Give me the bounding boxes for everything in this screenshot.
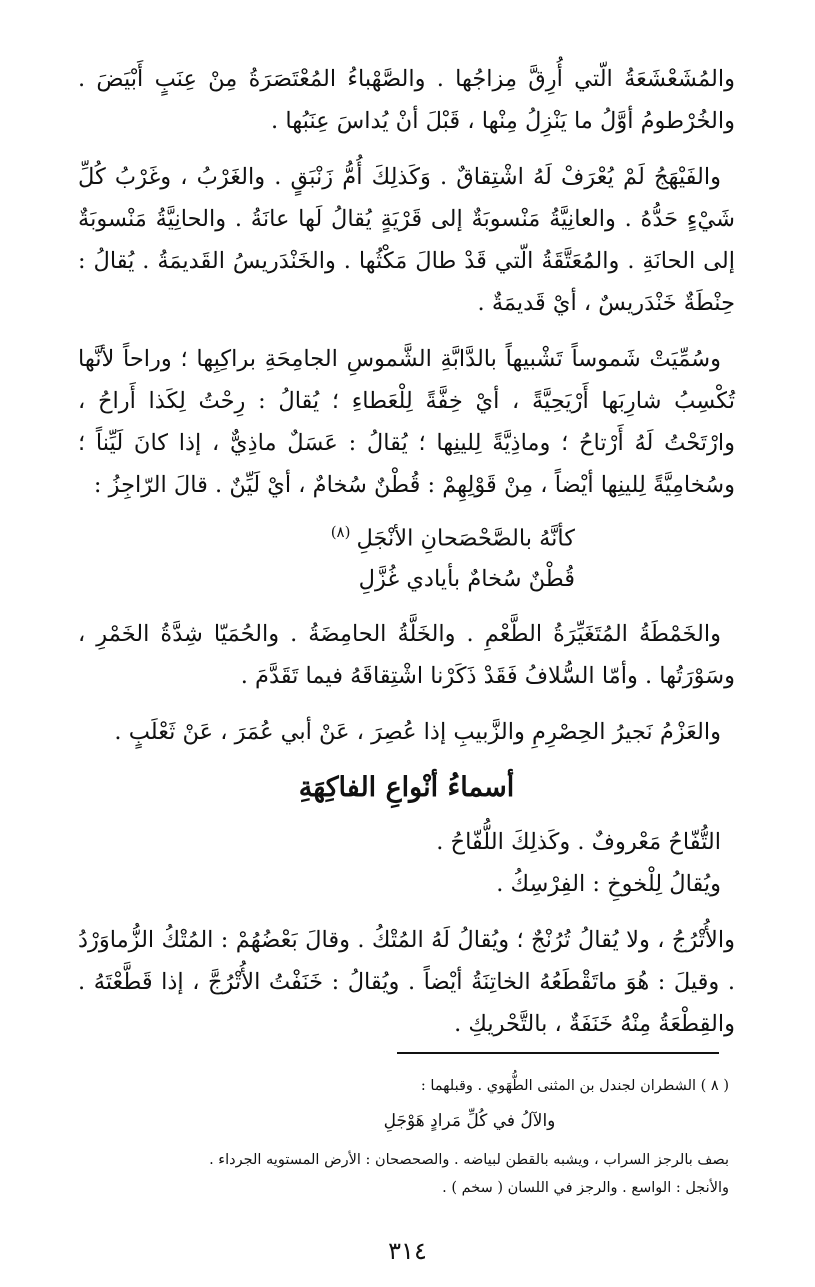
section-heading: أسماءُ أنْواعِ الفاكِهَةِ: [298, 771, 515, 803]
footnote-divider: [397, 1052, 719, 1054]
paragraph: والفَيْهَجُ لَمْ يُعْرَفْ لَهُ اشْتِقاقٌ . وَكَذلِكَ أُمُّ زَنْبَقٍ . والغَرْبُ ، وغَرْبُ كُلِّ شَيْءٍ حَدُّهُ . والعانِيَّةُ مَنْسوبَةٌ إلى قَرْيَةٍ يُقالُ لَها عانَةُ . والحانِيَّةُ مَنْسوبَةٌ إلى الحانَةِ . والمُعَتَّقَةُ الّتي قَدْ طالَ مَكْثُها . والخَنْدَريسُ القَديمَةُ . يُقالُ : حِنْطَةٌ خَنْدَريسٌ ، أيْ قَديمَةٌ .: [78, 164, 735, 316]
footnotes: [90, 1072, 729, 1202]
verse-line: قُطْنٌ سُخامٌ بأيادي غُزَّلِ: [358, 565, 575, 592]
footnote-line: بصف بالرجز السراب ، ويشبه بالقطن لبياضه . والصحصحان : الأرض المستويه الجرداء .: [209, 1152, 729, 1168]
paragraph: والعَزْمُ نَجيرُ الحِصْرِمِ والزَّبيبِ إذا عُصِرَ ، عَنْ أبي عُمَرَ ، عَنْ ثَعْلَبٍ .: [114, 718, 721, 745]
verse-line-text: كأنَّهُ بالصَّحْصَحانِ الأنْجَلِ: [356, 525, 575, 552]
verse-block: [78, 512, 735, 599]
footnote-intro: ( ٨ ) الشطران لجندل بن المثنى الطُّهَوي . وقبلهما :: [420, 1078, 729, 1094]
paragraph: والأُتْرُجُ ، ولا يُقالُ تُرُنْجٌ ؛ ويُقالُ لَهُ المُتْكُ . وقالَ بَعْضُهُمْ : المُتْكُ الزُّماوَرْدُ . وقيلَ : هُوَ ماتَقْطَعُهُ الخاتِنَةُ أيْضاً . ويُقالُ : خَنَفْتُ الأُتْرُجَّ ، إذا قَطَّعْتَهُ . والقِطْعَةُ مِنْهُ خَنَفَةٌ ، بالتَّحْريكِ .: [78, 926, 735, 1037]
paragraph: والمُشَعْشَعَةُ الّتي أُرِقَّ مِزاجُها . والصَّهْباءُ المُعْتَصَرَةُ مِنْ عِنَبٍ أَبْيَضَ . والخُرْطومُ أوَّلُ ما يَنْزِلُ مِنْها ، قَبْلَ أنْ يُداسَ عِنَبُها .: [78, 66, 735, 134]
paragraph: ويُقالُ لِلْخوخِ : الفِرْسِكُ .: [496, 870, 721, 897]
footnote-marker: (٨): [330, 523, 351, 541]
page-number: ٣١٤: [388, 1237, 427, 1265]
main-text: [78, 58, 735, 1059]
verse-line: [78, 512, 575, 559]
footnote-line: والأنجل : الواسع . والرجز في اللسان ( سخم ) .: [442, 1180, 729, 1196]
paragraph: وسُمِّيَتْ شَموساً تَشْبيهاً بالدَّابَّةِ الشَّموسِ الجامِحَةِ براكِبِها ؛ وراحاً لأنَّها تُكْسِبُ شارِبَها أَرْيَحِيَّةً ، أيْ خِفَّةً لِلْعَطاءِ ؛ يُقالُ : رِحْتُ لِكَذا أَراحُ ، وارْتَحْتُ لَهُ أَرْتاحُ ؛ وماذِيَّةً لِلينِها ؛ يُقالُ : عَسَلٌ ماذِيٌّ ، إذا كانَ لَيِّناً ؛ وسُخامِيَّةً لِلينِها أيْضاً ، مِنْ قَوْلِهِمْ : قُطْنٌ سُخامٌ ، أيْ لَيِّنٌ . قالَ الرّاجِزُ :: [78, 346, 735, 498]
footnote-verse: والآلُ في كُلِّ مَرادٍ هَوْجَلِ: [383, 1111, 556, 1131]
paragraph: التُّفّاحُ مَعْروفٌ . وكَذلِكَ اللُّفّاحُ .: [436, 828, 721, 855]
paragraph: والخَمْطَةُ المُتَغَيِّرَةُ الطَّعْمِ . والخَلَّةُ الحامِضَةُ . والحُمَيّا شِدَّةُ الخَمْرِ ، وسَوْرَتُها . وأمّا السُّلافُ فَقَدْ ذَكَرْنا اشْتِقاقَهُ فيما تَقَدَّمَ .: [78, 620, 735, 689]
